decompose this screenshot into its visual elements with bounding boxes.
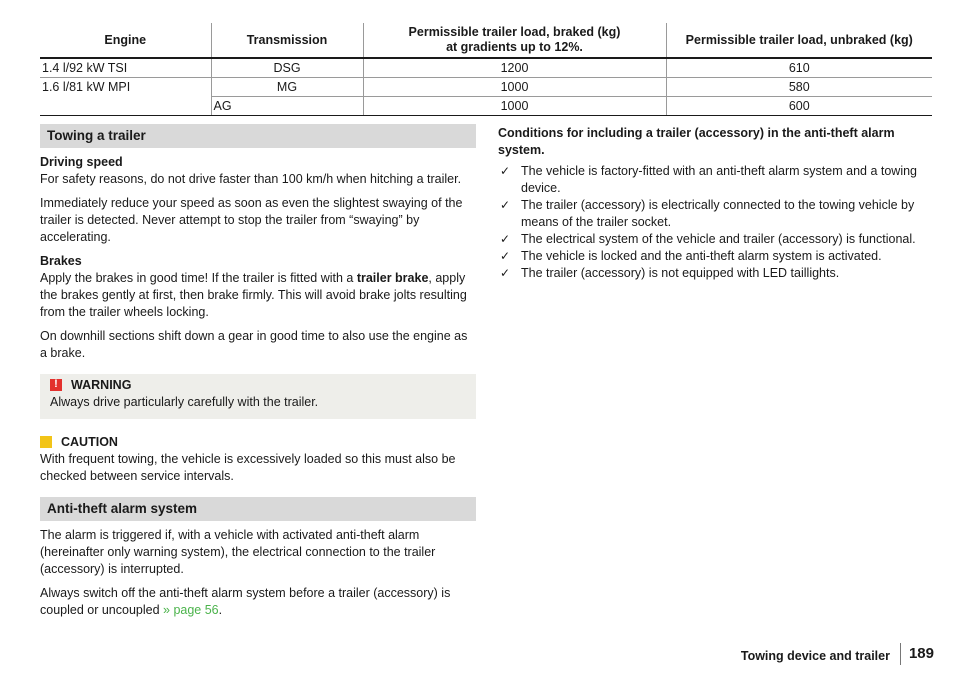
left-column xyxy=(40,124,476,626)
driving-speed-text: For safety reasons, do not drive faster than 100 km/h when hitching a trailer. xyxy=(40,172,462,186)
driving-speed-heading: Driving speed xyxy=(40,155,123,169)
check-icon: ✓ xyxy=(499,249,511,263)
cell-transmission: DSG xyxy=(211,58,363,77)
cell-engine: 1.4 l/92 kW TSI xyxy=(40,58,211,77)
cell-braked: 1200 xyxy=(363,58,666,77)
trailer-load-table xyxy=(40,23,932,116)
cell-unbraked: 580 xyxy=(666,77,932,96)
downhill-paragraph: On downhill sections shift down a gear in good time to also use the engine as a brake. xyxy=(40,329,468,360)
header-braked xyxy=(363,23,666,58)
check-icon: ✓ xyxy=(499,266,511,280)
check-icon: ✓ xyxy=(499,198,511,212)
brakes-heading: Brakes xyxy=(40,254,82,268)
header-transmission: Transmission xyxy=(211,23,363,58)
check-icon: ✓ xyxy=(499,232,511,246)
right-column xyxy=(498,124,934,282)
cell-unbraked: 610 xyxy=(666,58,932,77)
alarm-section-title: Anti-theft alarm system xyxy=(40,497,476,521)
footer-divider xyxy=(900,643,901,665)
warning-text: Always drive particularly carefully with the trailer. xyxy=(50,395,319,409)
page-link[interactable]: » page 56 xyxy=(163,603,219,617)
table-header-row xyxy=(40,23,932,58)
page-number: 189 xyxy=(908,645,934,662)
cell-transmission: MG xyxy=(211,77,363,96)
warning-box xyxy=(40,374,476,419)
driving-speed-paragraph xyxy=(40,154,476,188)
list-item-text: The trailer (accessory) is electrically connected to the towing vehicle by means of the trailer socket. xyxy=(521,198,915,229)
alarm-paragraph-1: The alarm is triggered if, with a vehicle with activated anti-theft alarm (hereinafter only warning system), the electrical connection to the trailer (accessory) is interrupted. xyxy=(40,528,436,576)
brakes-paragraph xyxy=(40,253,476,321)
warning-title xyxy=(50,376,476,394)
cell-transmission: AG xyxy=(211,96,363,115)
list-item xyxy=(498,231,934,248)
table-row xyxy=(40,77,932,96)
conditions-list xyxy=(498,163,934,282)
check-icon: ✓ xyxy=(499,164,511,178)
conditions-title: Conditions for including a trailer (accessory) in the anti-theft alarm system. xyxy=(498,126,895,157)
caution-title xyxy=(40,433,476,451)
list-item xyxy=(498,265,934,282)
list-item-text: The trailer (accessory) is not equipped with LED taillights. xyxy=(521,266,840,280)
sway-paragraph: Immediately reduce your speed as soon as even the slightest swaying of the trailer is detected. Never attempt to stop the trailer from “swaying” by accelerating. xyxy=(40,196,463,244)
header-engine: Engine xyxy=(40,23,211,58)
cell-unbraked: 600 xyxy=(666,96,932,115)
caution-box xyxy=(40,433,476,485)
alarm-text-2-pre: Always switch off the anti-theft alarm system before a trailer (accessory) is coupled or uncoupled xyxy=(40,586,451,617)
header-braked-line2: at gradients up to 12%. xyxy=(446,40,583,54)
caution-icon xyxy=(40,436,52,448)
list-item xyxy=(498,163,934,197)
brakes-text-1: Apply the brakes in good time! If the trailer is fitted with a xyxy=(40,271,357,285)
list-item-text: The electrical system of the vehicle and trailer (accessory) is functional. xyxy=(521,232,916,246)
caution-text: With frequent towing, the vehicle is excessively loaded so this must also be checked between service intervals. xyxy=(40,452,456,483)
cell-engine: 1.6 l/81 kW MPI xyxy=(40,77,211,115)
towing-section-title: Towing a trailer xyxy=(40,124,476,148)
list-item-text: The vehicle is factory-fitted with an anti-theft alarm system and a towing device. xyxy=(521,164,918,195)
brakes-bold: trailer brake xyxy=(356,271,429,285)
table-row xyxy=(40,58,932,77)
warning-title-text: WARNING xyxy=(71,377,132,392)
alarm-paragraph-2 xyxy=(40,585,476,619)
header-braked-line1: Permissible trailer load, braked (kg) xyxy=(408,25,621,39)
cell-braked: 1000 xyxy=(363,77,666,96)
list-item xyxy=(498,197,934,231)
cell-braked: 1000 xyxy=(363,96,666,115)
warning-icon xyxy=(50,379,62,391)
alarm-text-2-post: . xyxy=(218,603,223,617)
list-item xyxy=(498,248,934,265)
header-unbraked: Permissible trailer load, unbraked (kg) xyxy=(666,23,932,58)
list-item-text: The vehicle is locked and the anti-theft alarm system is activated. xyxy=(521,249,882,263)
page-footer xyxy=(741,643,934,665)
footer-section: Towing device and trailer xyxy=(740,649,890,663)
brakes-text-2: , apply the brakes gently at first, then brake firmly. This will avoid brake jolts resulting from the trailer wheels locking. xyxy=(40,271,467,319)
caution-title-text: CAUTION xyxy=(61,434,118,449)
